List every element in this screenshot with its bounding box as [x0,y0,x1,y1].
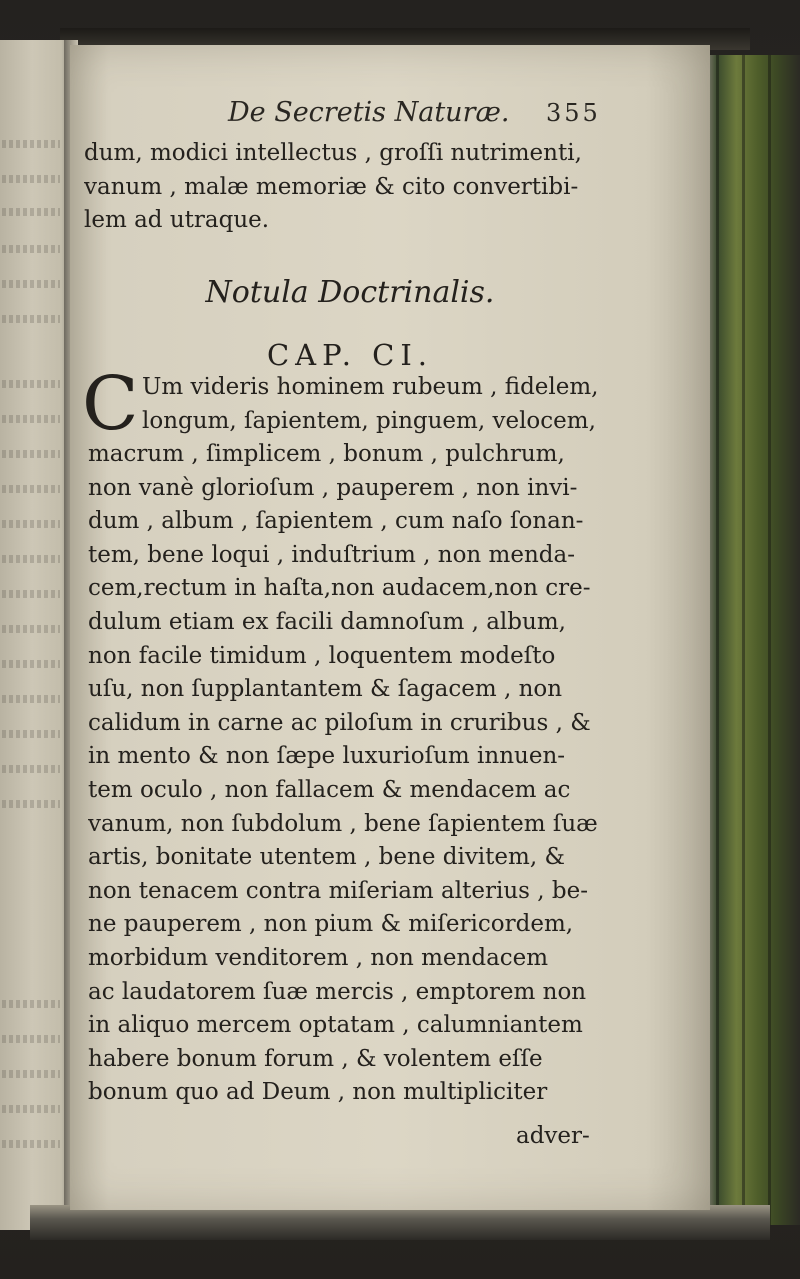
text-line: macrum , ſimplicem , bonum , pulchrum, [88,441,565,467]
bottom-page-edges [30,1205,770,1240]
ghost-text-line [2,485,60,493]
text-line: artis, bonitate utentem , bene divitem, & [88,844,565,871]
running-title: De Secretis Naturæ. [228,97,510,128]
ghost-text-line [2,730,60,738]
text-line: Um videris hominem rubeum , fidelem, [142,374,599,400]
drop-initial: C [82,361,139,447]
catchword: adver- [516,1123,590,1149]
text-line: uſu, non ſupplantantem & ſagacem , non [88,676,563,703]
text-line: bonum quo ad Deum , non multipliciter [88,1079,548,1106]
running-head [70,97,710,137]
text-line: calidum in carne ac piloſum in cruribus , & [88,709,591,736]
ghost-text-line [2,695,60,703]
ghost-text-line [2,765,60,773]
text-line: non vanè glorioſum , pauperem , non invi- [88,474,578,501]
ghost-text-line [2,1000,60,1008]
ghost-text-line [2,245,60,253]
chapter-body [88,438,608,1110]
section-heading: Notula Doctrinalis. [205,275,495,310]
text-line: in aliquo mercem optatam , calumniantem [88,1012,583,1039]
ghost-text-line [2,450,60,458]
ghost-text-line [2,1035,60,1043]
ghost-text-line [2,380,60,388]
lead-paragraph [84,137,604,238]
ghost-text-line [2,625,60,633]
book-page [70,45,710,1210]
text-line: ac laudatorem ſuæ mercis , emptorem non [88,978,587,1005]
text-line: dum , album , ſapientem , cum naſo ſonan- [88,508,584,535]
text-line: longum, ſapientem, pinguem, velocem, [142,407,596,434]
text-line: dum, modici intellectus , groſſi nutrimenti, [84,140,582,166]
text-line: morbidum venditorem , non mendacem [88,944,549,971]
text-line: vanum , malæ memoriæ & cito convertibi- [84,173,579,200]
text-line: non tenacem contra miſeriam alterius , be- [88,877,588,904]
left-page-edge [0,40,72,1230]
edge-stripe [716,55,719,1225]
ghost-text-line [2,140,60,148]
ghost-text-line [2,415,60,423]
text-line: vanum, non ſubdolum , bene ſapientem ſuæ [88,810,598,837]
ghost-text-line [2,555,60,563]
ghost-text-line [2,280,60,288]
text-line: lem ad utraque. [84,207,270,234]
text-line: in mento & non ſæpe luxurioſum innuen- [88,743,566,770]
text-line: non facile timidum , loquentem modeſto [88,642,556,669]
edge-stripe [742,55,745,1225]
page-number: 355 [546,99,601,127]
ghost-text-line [2,208,60,216]
ghost-text-line [2,520,60,528]
chapter-opening-lines [142,371,612,438]
text-line: tem, bene loqui , induſtrium , non menda- [88,541,575,568]
ghost-text-line [2,315,60,323]
text-line: cem,rectum in haſta,non audacem,non cre- [88,575,591,602]
text-line: dulum etiam ex facili damnoſum , album, [88,608,566,635]
text-line: ne pauperem , non pium & miſericordem, [88,911,574,938]
edge-stripe [768,55,771,1225]
ghost-text-line [2,1140,60,1148]
chapter-heading: CAP. CI. [266,338,434,372]
text-line: tem oculo , non fallacem & mendacem ac [88,776,571,803]
ghost-text-line [2,1105,60,1113]
ghost-text-line [2,590,60,598]
ghost-text-line [2,800,60,808]
text-line: habere bonum forum , & volentem eſſe [88,1045,543,1072]
ghost-text-line [2,175,60,183]
ghost-text-line [2,660,60,668]
ghost-text-line [2,1070,60,1078]
